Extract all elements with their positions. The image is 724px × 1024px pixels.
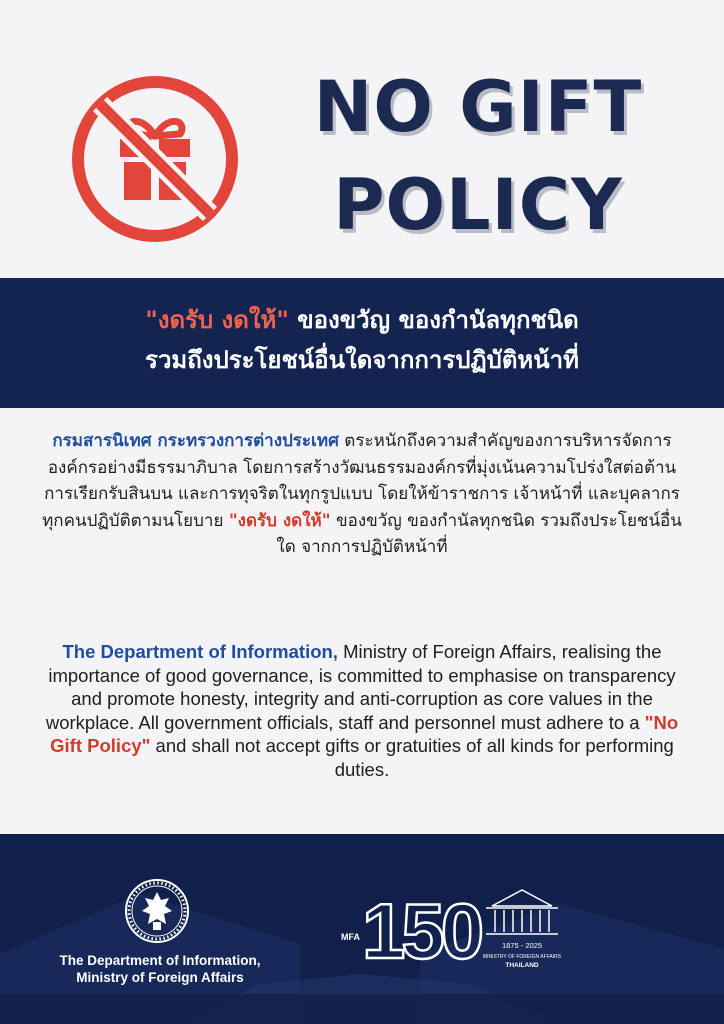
english-paragraph — [40, 640, 684, 781]
band-highlight: "งดรับ งดให้" — [145, 306, 289, 334]
thai-text-2: ของขวัญ ของกำนัลทุกชนิด รวมถึงประโยชน์อื่นใด จากการปฏิบัติหน้าที่ — [276, 510, 682, 557]
thai-text-1: ตระหนักถึงความสำคัญของการบริหารจัดการองค์กรอย่างมีธรรมาภิบาล โดยการสร้างวัฒนธรรมองค์กรที่มุ่งเน้นความโปร่งใสต่อต้านการเรียกรับสินบน และการทุจริตในทุกรูปแบบ โดยให้ข้าราชการ เจ้าหน้าที่ และบุคลากรทุกคนปฏิบัติตามนโยบาย — [42, 431, 680, 531]
title-line-1: NO GIFT — [313, 66, 643, 148]
footer-caption — [30, 952, 290, 986]
footer-caption-line-2: Ministry of Foreign Affairs — [76, 970, 244, 985]
thai-policy-name: "งดรับ งดให้" — [228, 510, 331, 531]
english-policy-name: "No Gift Policy" — [50, 711, 679, 756]
no-gift-icon — [70, 74, 240, 244]
band-line-1 — [20, 300, 704, 340]
page-title — [268, 58, 688, 254]
footer-caption-line-1: The Department of Information, — [59, 953, 261, 968]
title-line-2: POLICY — [333, 164, 623, 246]
thai-paragraph — [40, 428, 684, 561]
ministry-building-icon — [486, 890, 558, 934]
english-text-2: and shall not accept gifts or gratuities of all kinds for performing duties. — [150, 735, 674, 780]
thai-org-name: กรมสารนิเทศ กระทรวงการต่างประเทศ — [52, 431, 339, 451]
logo-years: 1875 - 2025 — [501, 941, 543, 950]
garuda-seal-icon — [124, 878, 190, 944]
logo-mfa-text: MFA — [341, 932, 360, 942]
logo-country: THAILAND — [505, 962, 539, 969]
english-text-1: Ministry of Foreign Affairs, realising the importance of good governance, is committed to emphasise on transparency and promote honesty, integrity and anti-corruption as core values in the workplace. All government officials, staff and personnel must adhere to a — [45, 641, 676, 733]
band-line-1-rest: ของขวัญ ของกำนัลทุกชนิด — [288, 306, 579, 334]
english-org-name: The Department of Information, — [62, 641, 338, 662]
band-line-2: รวมถึงประโยชน์อื่นใดจากการปฏิบัติหน้าที่ — [145, 346, 579, 374]
mfa-150-logo — [340, 886, 590, 976]
logo-ministry: MINISTRY OF FOREIGN AFFAIRS — [482, 954, 562, 960]
logo-number: 150 — [362, 887, 481, 975]
headline-band-text — [20, 300, 704, 380]
